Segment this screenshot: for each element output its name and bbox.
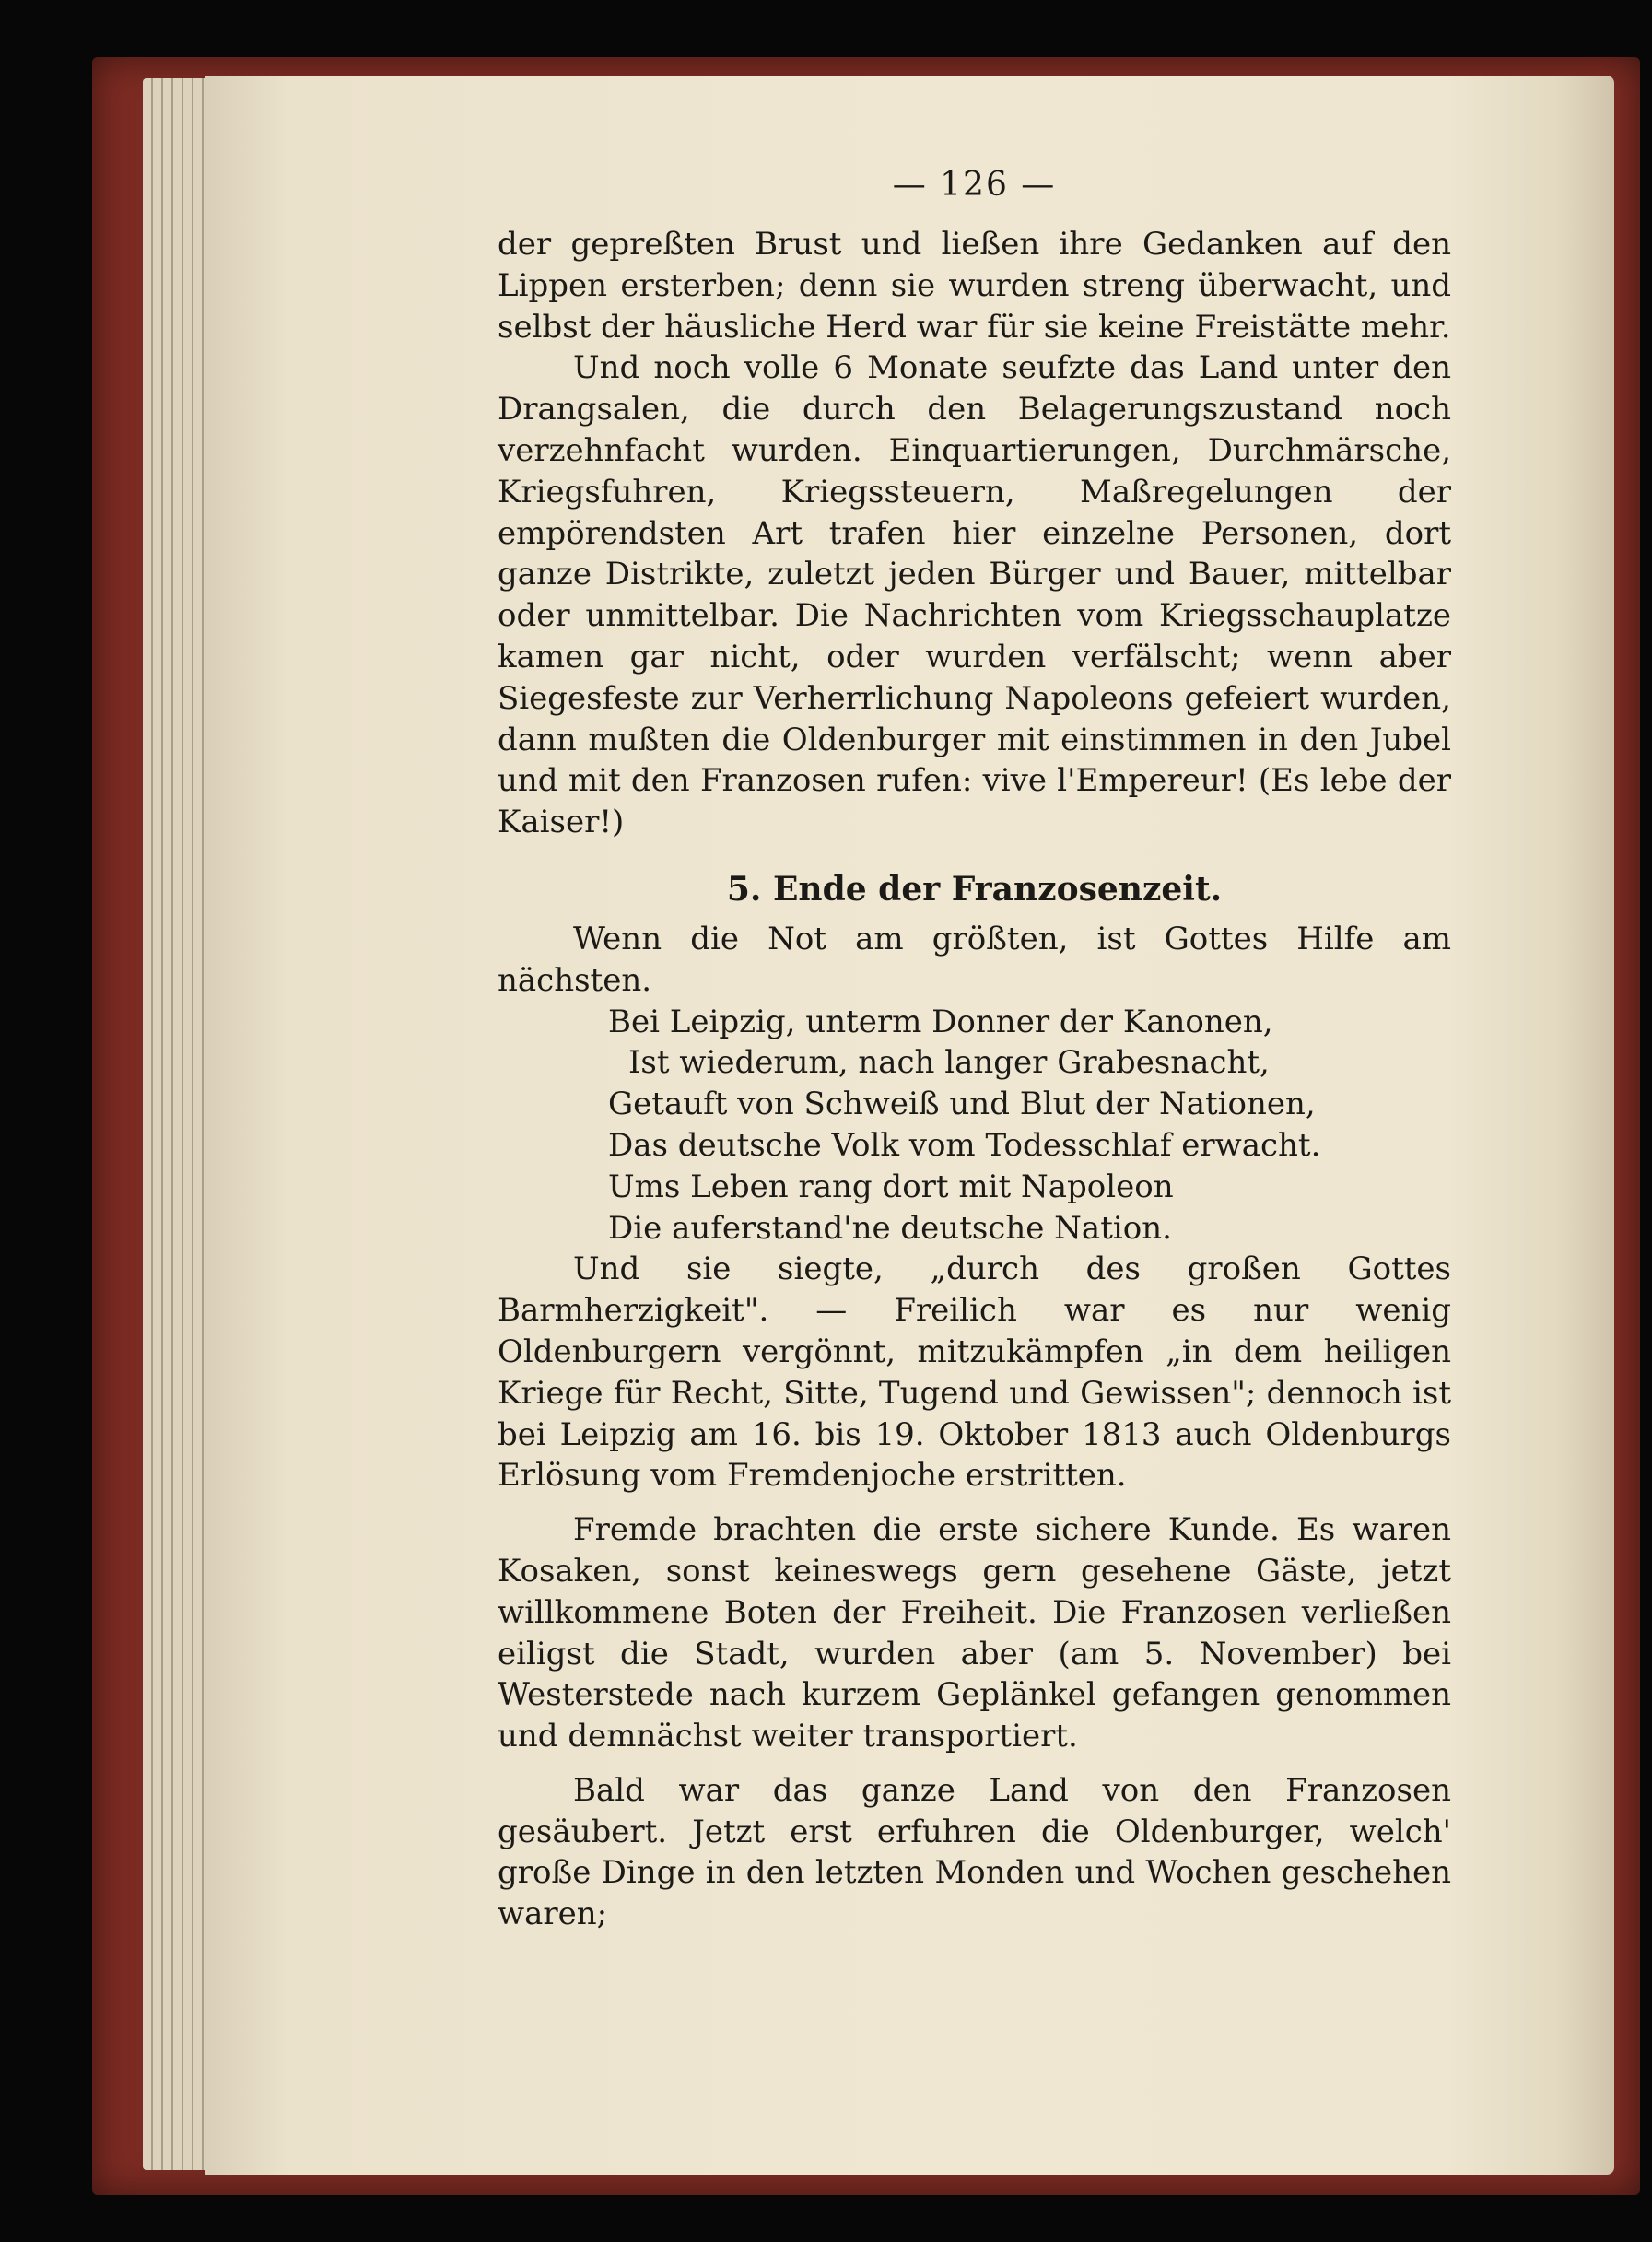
paragraph-cossacks: Fremde brachten die erste sichere Kunde. Es waren Kosaken, sonst keineswegs gern gesehene Gäste, jetzt willkommene Boten der Freiheit. Die Franzosen verließen eiligst die Stadt, wurden aber (am 5. November) bei Westerstede nach kurzem Geplänkel gefangen genommen und demnächst weiter transportiert. xyxy=(498,1511,1451,1755)
paragraph-occupation: Und noch volle 6 Monate seufzte das Land unter den Drangsalen, die durch den Belagerungszustand noch verzehnfacht wurden. Einquartierungen, Durchmärsche, Kriegsfuhren, Kriegssteuern, Maßregelungen der empörendsten Art trafen hier einzelne Personen, dort ganze Distrikte, zuletzt jeden Bürger und Bauer, mittelbar oder unmittelbar. Die Nachrichten vom Kriegsschauplatze kamen gar nicht, oder wurden verfälscht; wenn aber Siegesfeste zur Verherrlichung Napoleons gefeiert wurden, dann mußten die Oldenburger mit einstimmen in den Jubel und mit den Franzosen rufen: vive l'Empereur! (Es lebe der Kaiser!) xyxy=(498,349,1451,841)
poem-line: Ist wiederum, nach langer Grabesnacht, xyxy=(628,1044,1270,1082)
poem xyxy=(498,1002,1451,1250)
motto: Wenn die Not am größten, ist Gottes Hilfe am nächsten. xyxy=(498,920,1451,999)
paragraph-victory: Und sie siegte, „durch des großen Gottes Barmherzigkeit". — Freilich war es nur wenig Oldenburgern vergönnt, mitzukämpfen „in dem heiligen Kriege für Recht, Sitte, Tugend und Gewissen"; dennoch ist bei Leipzig am 16. bis 19. Oktober 1813 auch Oldenburgs Erlösung vom Fremdenjoche erstritten. xyxy=(498,1250,1451,1495)
poem-line: Das deutsche Volk vom Todesschlaf erwacht. xyxy=(608,1126,1321,1164)
paragraph-liberation: Bald war das ganze Land von den Franzosen gesäubert. Jetzt erst erfuhren die Oldenburger, welch' große Dinge in den letzten Monden und Wochen geschehen waren; xyxy=(498,1771,1451,1933)
poem-line: Getauft von Schweiß und Blut der Nationen, xyxy=(608,1086,1316,1123)
section-heading: 5. Ende der Franzosenzeit. xyxy=(726,869,1223,909)
page-edges xyxy=(143,78,207,2170)
paragraph-continued: der gepreßten Brust und ließen ihre Gedanken auf den Lippen ersterben; denn sie wurden streng überwacht, und selbst der häusliche Herd war für sie keine Freistätte mehr. xyxy=(498,226,1451,346)
poem-line: Bei Leipzig, unterm Donner der Kanonen, xyxy=(608,1003,1273,1040)
poem-line: Die auferstand'ne deutsche Nation. xyxy=(608,1209,1172,1247)
page-text xyxy=(498,166,1451,1935)
page-number: — 126 — xyxy=(892,166,1057,204)
poem-line: Ums Leben rang dort mit Napoleon xyxy=(608,1168,1174,1205)
